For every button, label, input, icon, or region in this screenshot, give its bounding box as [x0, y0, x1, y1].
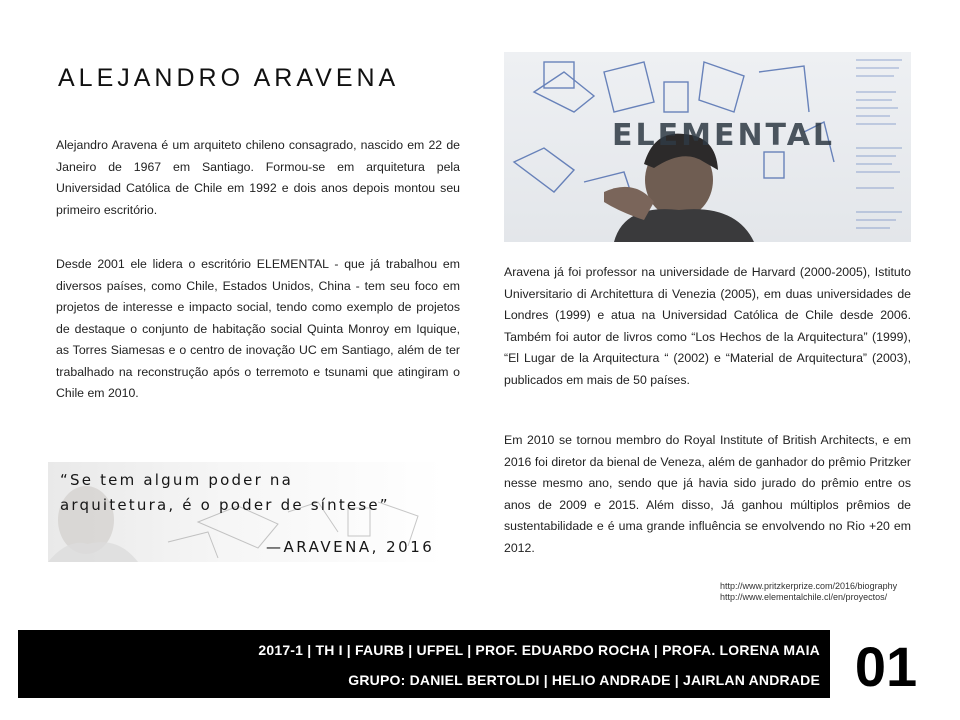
- page-number: 01: [854, 635, 918, 698]
- page-title: ALEJANDRO ARAVENA: [58, 64, 400, 92]
- quote-author: —ARAVENA, 2016: [266, 538, 435, 556]
- source-link-pritzker[interactable]: http://www.pritzkerprize.com/2016/biography: [720, 581, 898, 591]
- architect-photo: [504, 52, 911, 242]
- bio-paragraph-1: Alejandro Aravena é um arquiteto chileno consagrado, nascido em 22 de Janeiro de 1967 em Santiago. Formou-se em arquitetura pela Universidad Católica de Chile em 1992 e dois anos depois montou seu primeiro escritório.: [56, 138, 460, 217]
- source-link-elemental[interactable]: http://www.elementalchile.cl/en/proyectos/: [720, 592, 888, 602]
- bio-paragraph-3: Aravena já foi professor na universidade de Harvard (2000-2005), Istituto Universitario di Architettura di Venezia (2005), em duas universidades de Londres (1999) e atua na Universidad Católica de Chile desde 2006. Também foi autor de livros como “Los Hechos de la Arquitectura” (1999), “El Lugar de la Arquitectura “ (2002) e “Material de Arquitectura” (2003), publicados em mais de 50 países.: [504, 265, 911, 387]
- footer-group-members: GRUPO: DANIEL BERTOLDI | HELIO ANDRADE | JAIRLAN ANDRADE: [348, 672, 820, 688]
- quote-banner: [48, 462, 444, 562]
- bio-paragraph-2: Desde 2001 ele lidera o escritório ELEMENTAL - que já trabalhou em diversos países, como Chile, Estados Unidos, China - tem seu foco em projetos de interesse e impacto social, tendo como exemplo de projetos de destaque o conjunto de habitação social Quinta Monroy em Iquique, as Torres Siamesas e o centro de inovação UC em Santiago, além de ter trabalhado na reconstrução após o terremoto e tsunami que atingiram o Chile em 2010.: [56, 257, 460, 400]
- quote-line-2: arquitetura, é o poder de síntese”: [60, 496, 390, 514]
- sources-list: [720, 581, 897, 603]
- bio-paragraph-4: Em 2010 se tornou membro do Royal Institute of British Architects, e em 2016 foi diretor da bienal de Veneza, além de ganhador do prêmio Pritzker nesse mesmo ano, sendo que já havia sido jurado do prêmio entre os anos de 2009 e 2015. Além disso, Já ganhou múltiplos prêmios de sustentabilidade e é uma grande influência se envolvendo no Rio +20 em 2012.: [504, 433, 911, 555]
- footer-bar: [18, 630, 830, 698]
- whiteboard-text: ELEMENTAL: [612, 118, 836, 153]
- quote-line-1: “Se tem algum poder na: [60, 471, 294, 489]
- footer-course-info: 2017-1 | TH I | FAURB | UFPEL | PROF. EDUARDO ROCHA | PROFA. LORENA MAIA: [258, 642, 820, 658]
